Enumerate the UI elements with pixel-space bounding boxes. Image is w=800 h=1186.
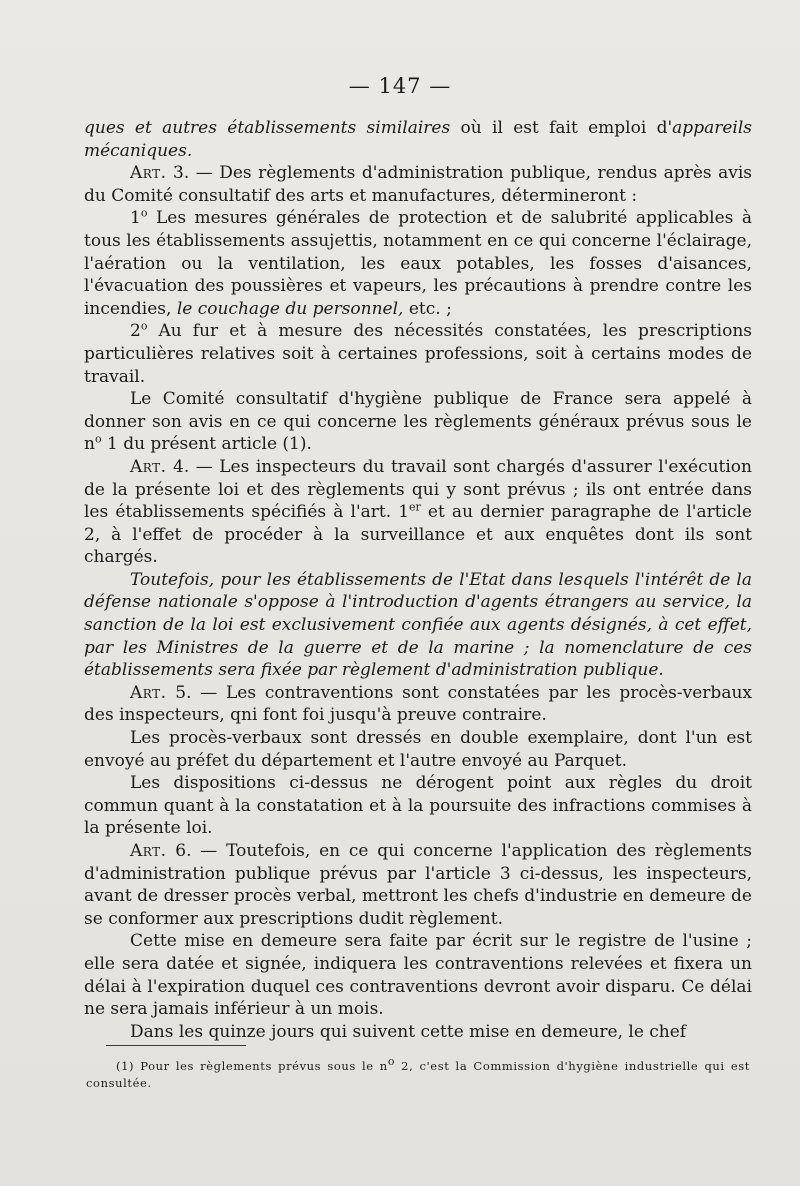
text-run: où il est fait emploi d' (450, 118, 673, 138)
superscript: o (94, 432, 102, 446)
body-text (84, 117, 752, 1043)
text-run: Art. (130, 841, 167, 861)
text-run: 6. — Toutefois, en ce qui concerne l'application des règlements d'administration publique prévus par l'article 3 ci-dessus, les inspecteurs, avant de dresser procès verbal, mettront les chefs d'industrie en demeure de se conformer aux prescriptions dudit règlement. (84, 841, 752, 929)
text-run: Art. (130, 456, 167, 477)
text-run: Au fur et à mesure des nécessités constatées, les prescriptions particulières relatives soit à certaines professions, soit à certains modes de travail. (84, 321, 752, 387)
text-run: Cette mise en demeure sera faite par écrit sur le registre de l'usine ; elle sera datée et signée, indiquera les contraventions relevées et fixera un délai à l'expiration duquel ces contraventions devront avoir disparu. Ce délai ne sera jamais inférieur à un mois. (84, 931, 752, 1020)
superscript: o (387, 1055, 396, 1069)
paragraph (84, 569, 752, 682)
text-run: 1 (130, 208, 141, 229)
paragraph (84, 207, 752, 320)
text-run: Art. (130, 682, 167, 703)
text-run: Toutefois, pour les établissements de l'Etat dans lesquels l'intérêt de la défense nationale s'oppose à l'introduction d'agents étrangers au service, la sanction de la loi est exclusivement confiée aux agents désignés, à cet effet, par les Ministres de la guerre et de la marine ; la nomenclature de ces établissements sera fixée par règlement d'administration publique. (84, 569, 752, 681)
text-run: et au dernier paragraphe de l'article 2, à l'effet de procéder à la surveillance et aux enquêtes dont ils sont chargés. (84, 502, 752, 568)
paragraph (84, 456, 752, 569)
text-run: Les mesures générales de protection et de salubrité applicables à tous les établissements assujettis, notamment en ce qui concerne l'éclairage, l'aération ou la ventilation, les eaux potables, les fosses d'aisances, l'évacuation des poussières et vapeurs, les précautions à prendre contre les incendies, (84, 208, 752, 319)
paragraph (84, 840, 752, 930)
text-run: 2 (130, 321, 141, 342)
text-run: 2, c'est la Commission d'hygiène industrielle qui est consultée. (86, 1059, 750, 1090)
text-run: 3. — Des règlements d'administration publique, rendus après avis du Comité consultatif des arts et manufactures, détermineront : (84, 163, 752, 206)
paragraph (84, 772, 752, 840)
paragraph (84, 930, 752, 1020)
footnote (86, 1055, 750, 1092)
paragraph (84, 682, 752, 727)
paragraph (84, 1021, 752, 1044)
superscript: o (140, 319, 148, 333)
text-run: Le Comité consultatif d'hygiène publique de France sera appelé à donner son avis en ce qui concerne les règlements généraux prévus sous le n (84, 389, 752, 455)
superscript: er (409, 500, 421, 514)
text-run: appareils mécaniques. (84, 118, 752, 161)
paragraph (84, 162, 752, 207)
text-run: (1) Pour les règlements prévus sous le n (116, 1059, 388, 1073)
paragraph (84, 320, 752, 388)
page-number: — 147 — (348, 74, 452, 98)
superscript: o (140, 206, 148, 220)
footnote-divider (106, 1045, 246, 1046)
paragraph (84, 117, 752, 162)
paragraph (84, 388, 752, 456)
text-run: le couchage du personnel, (176, 298, 404, 319)
text-run: Art. (130, 163, 167, 184)
text-run: Dans les quinze jours qui suivent cette mise en demeure, le chef (130, 1021, 687, 1042)
text-run: ques et autres établissements similaires (84, 118, 451, 138)
text-run: 4. — Les inspecteurs du travail sont chargés d'assurer l'exécution de la présente loi et des règlements qui y sont prévus ; ils ont entrée dans les établissements spécifiés à l'art. 1 (84, 456, 752, 523)
text-run: etc. ; (403, 298, 452, 319)
paragraph (84, 727, 752, 772)
text-run: 1 du présent article (1). (101, 434, 312, 455)
text-run: Les procès-verbaux sont dressés en double exemplaire, dont l'un est envoyé au préfet du département et l'autre envoyé au Parquet. (84, 728, 752, 771)
text-run: 5. — Les contraventions sont constatées par les procès-verbaux des inspecteurs, qni font foi jusqu'à preuve contraire. (84, 682, 752, 726)
text-run: Les dispositions ci-dessus ne dérogent point aux règles du droit commun quant à la constatation et à la poursuite des infractions commises à la présente loi. (84, 773, 752, 839)
